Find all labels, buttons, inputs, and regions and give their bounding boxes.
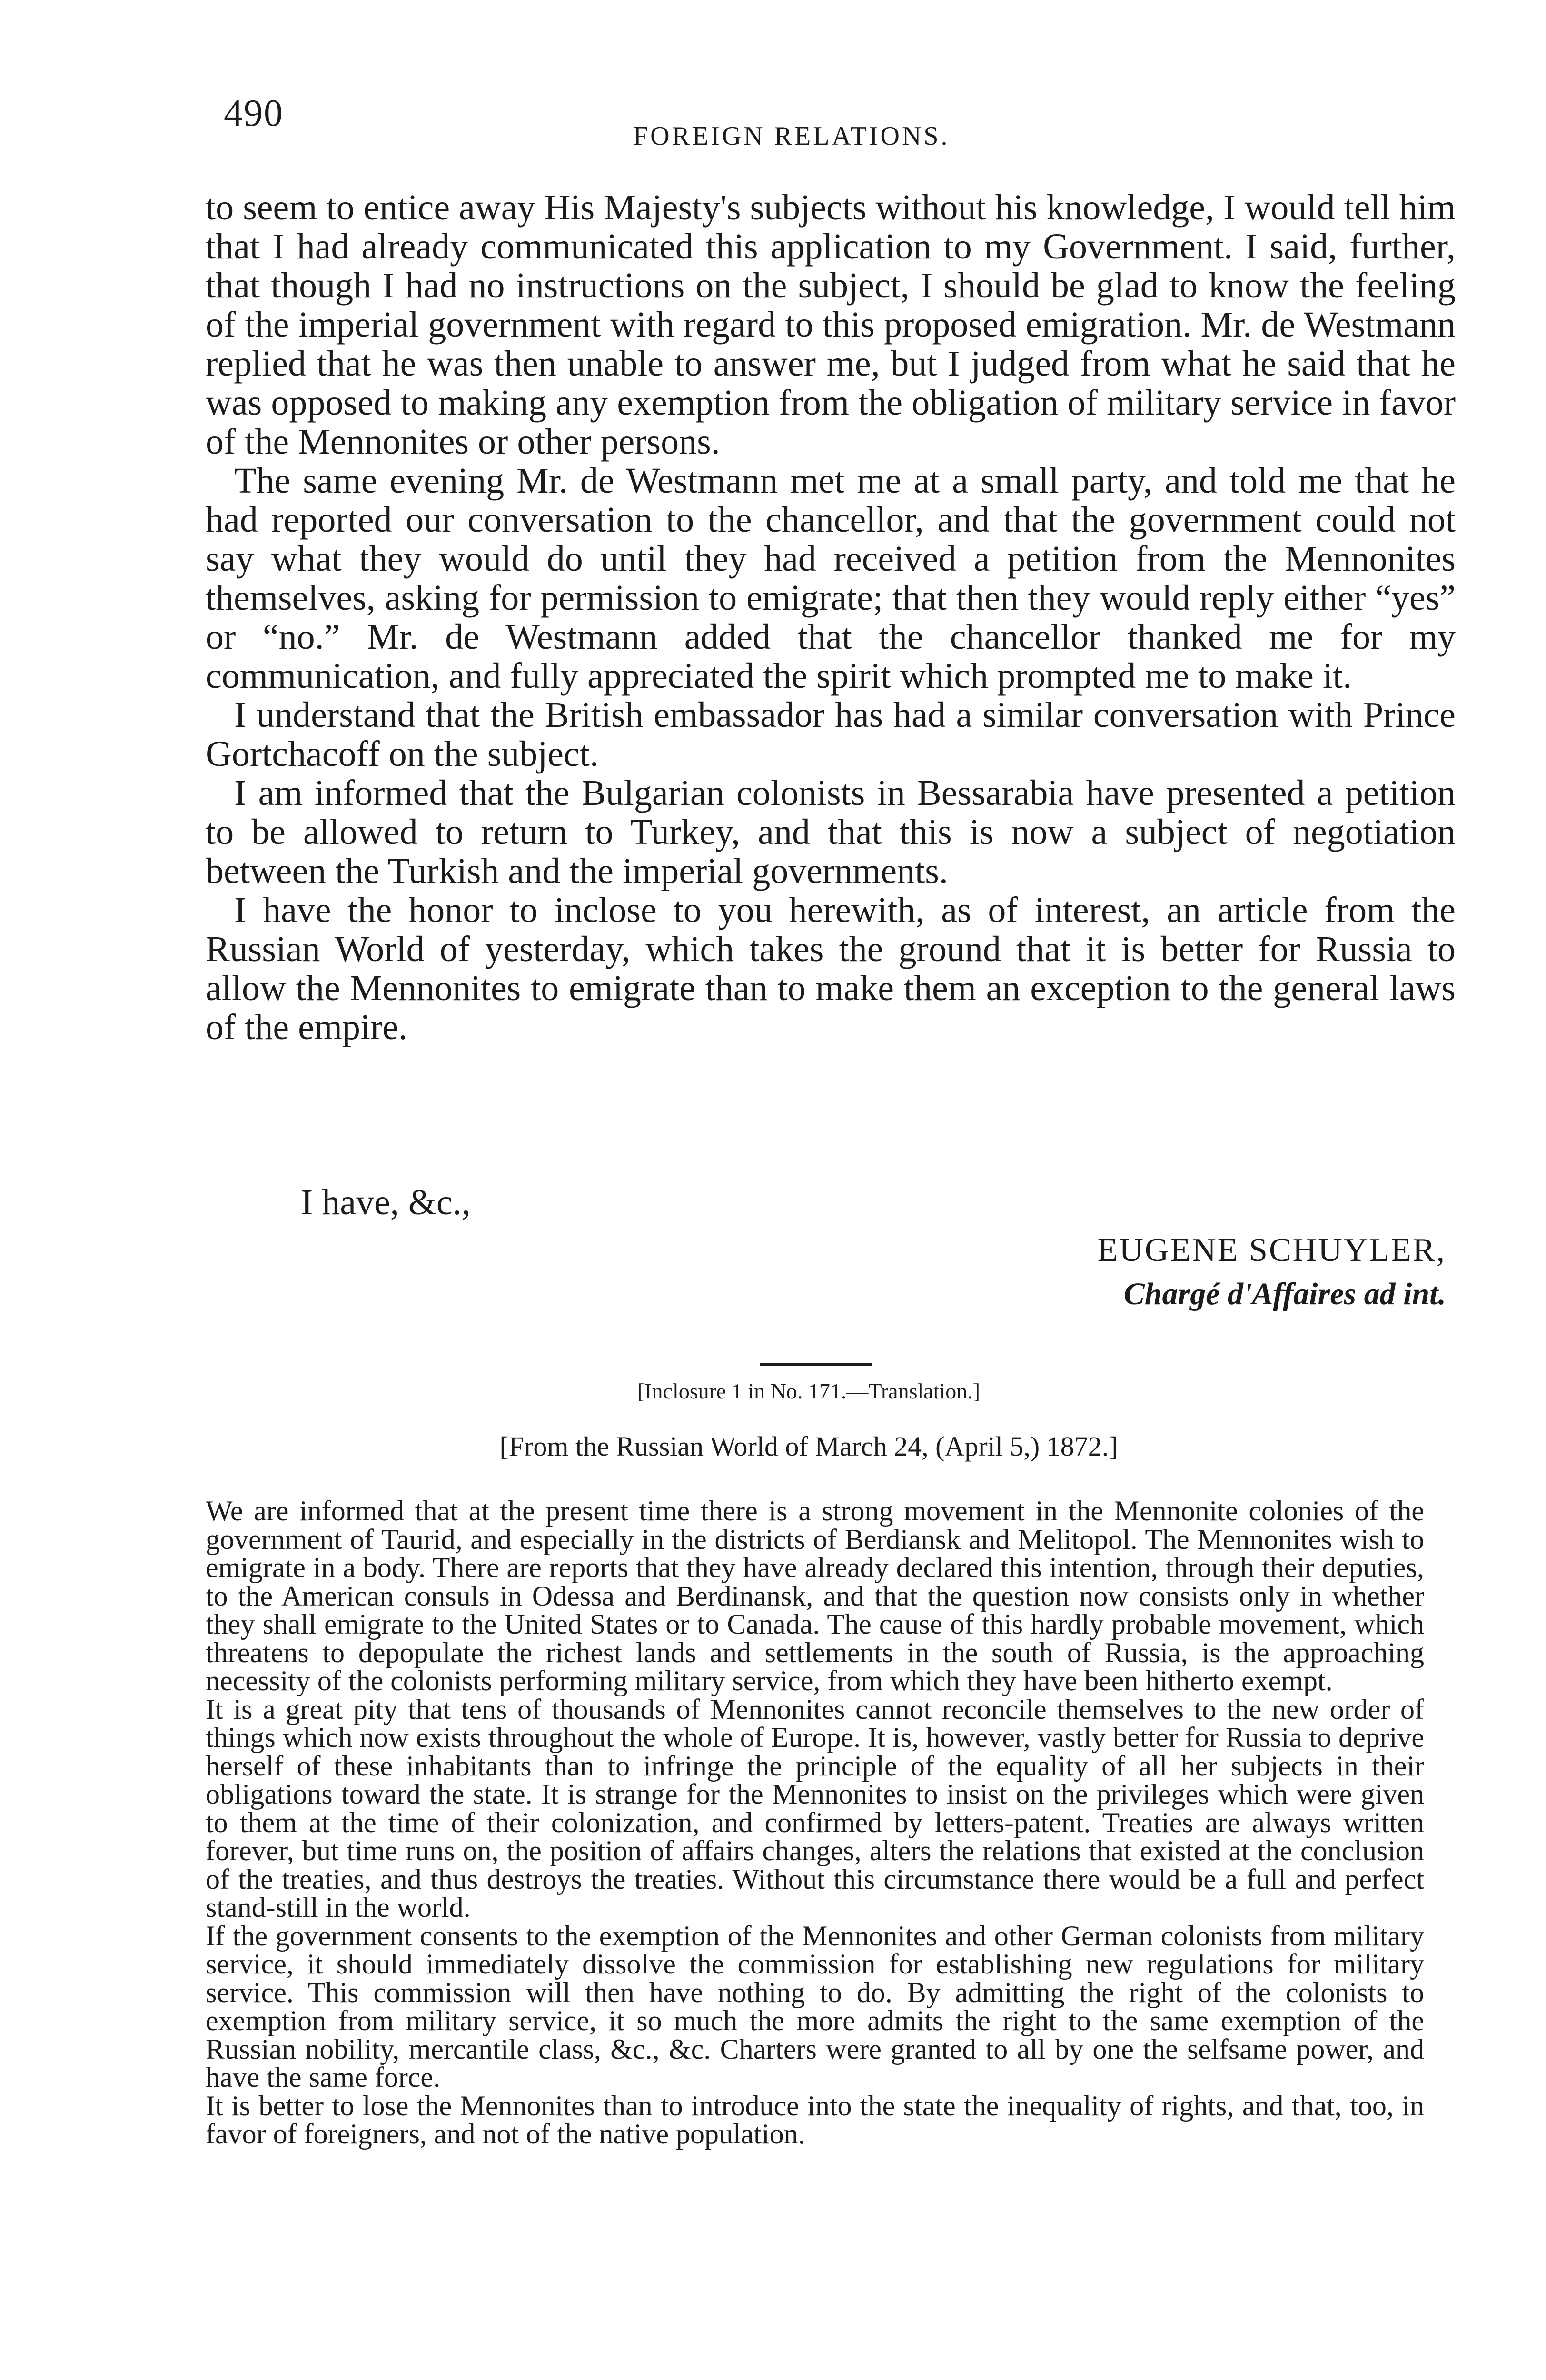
inclosure-paragraph: It is a great pity that tens of thousands of Mennonites cannot reconcile themselves to the new order of things which now exists throughout the whole of Europe. It is, however, vastly better for Russia to deprive herself of these inhabitants than to infringe the principle of the equality of all her subjects in their obligations toward the state. It is strange for the Mennonites to insist on the privileges which were given to them at the time of their colonization, and confirmed by letters-patent. Treaties are always written forever, but time runs on, the position of affairs changes, alters the relations that existed at the conclusion of the treaties, and thus destroys the treaties. Without this circumstance there would be a full and perfect stand-still in the world. bbox=[206, 1693, 1424, 1923]
inclosure-body bbox=[206, 1497, 1424, 2149]
letter-closing: I have, &c., bbox=[301, 1182, 471, 1222]
letter-body bbox=[206, 188, 1456, 1047]
signature-title: Chargé d'Affaires ad int. bbox=[1123, 1277, 1446, 1311]
inclosure-paragraph: We are informed that at the present time there is a strong movement in the Mennonite colonies of the government of Taurid, and especially in the districts of Berdiansk and Melitopol. The Mennonites wish to emigrate in a body. There are reports that they have already declared this intention, through their deputies, to the American consuls in Odessa and Berdinansk, and that the question now consists only in whether they shall emigrate to the United States or to Canada. The cause of this hardly probable movement, which threatens to depopulate the richest lands and settlements in the south of Russia, is the approaching necessity of the colonists performing military service, from which they have been hitherto exempt. bbox=[206, 1495, 1424, 1696]
section-divider bbox=[760, 1363, 872, 1366]
letter-paragraph: I have the honor to inclose to you herewith, as of interest, an article from the Russian World of yesterday, which takes the ground that it is better for Russia to allow the Mennonites to emigrate than to make them an exception to the general laws of the empire. bbox=[206, 890, 1456, 1047]
inclosure-source: [From the Russian World of March 24, (April 5,) 1872.] bbox=[499, 1431, 1118, 1462]
letter-paragraph: I am informed that the Bulgarian colonists in Bessarabia have presented a petition to be allowed to return to Turkey, and that this is now a subject of negotiation between the Turkish and the imperial governments. bbox=[206, 773, 1456, 891]
page-number: 490 bbox=[224, 92, 284, 134]
signature-name: EUGENE SCHUYLER, bbox=[1097, 1232, 1446, 1269]
letter-paragraph: The same evening Mr. de Westmann met me at a small party, and told me that he had reported our conversation to the chancellor, and that the government could not say what they would do until they had received a petition from the Mennonites themselves, asking for permission to emigrate; that then they would reply either “yes” or “no.” Mr. de Westmann added that the chancellor thanked me for my communication, and fully appreciated the spirit which prompted me to make it. bbox=[206, 461, 1456, 696]
inclosure-paragraph: It is better to lose the Mennonites than to introduce into the state the inequality of rights, and that, too, in favor of foreigners, and not of the native population. bbox=[206, 2090, 1424, 2150]
letter-paragraph: I understand that the British embassador has had a similar conversation with Prince Gortchacoff on the subject. bbox=[206, 695, 1456, 774]
letter-paragraph: to seem to entice away His Majesty's subjects without his knowledge, I would tell him that I had already communicated this application to my Government. I said, further, that though I had no instructions on the subject, I should be glad to know the feeling of the imperial government with regard to this proposed emigration. Mr. de Westmann replied that he was then unable to answer me, but I judged from what he said that he was opposed to making any exemption from the obligation of military service in favor of the Mennonites or other persons. bbox=[206, 188, 1456, 462]
inclosure-paragraph: If the government consents to the exemption of the Mennonites and other German colonists from military service, it should immediately dissolve the commission for establishing new regulations for military service. This commission will then have nothing to do. By admitting the right of the colonists to exemption from military service, it so much the more admits the right to the same exemption of the Russian nobility, mercantile class, &c., &c. Charters were granted to all by one the selfsame power, and have the same force. bbox=[206, 1920, 1424, 2093]
inclosure-heading: [Inclosure 1 in No. 171.—Translation.] bbox=[637, 1379, 981, 1403]
running-head: FOREIGN RELATIONS. bbox=[633, 121, 950, 151]
